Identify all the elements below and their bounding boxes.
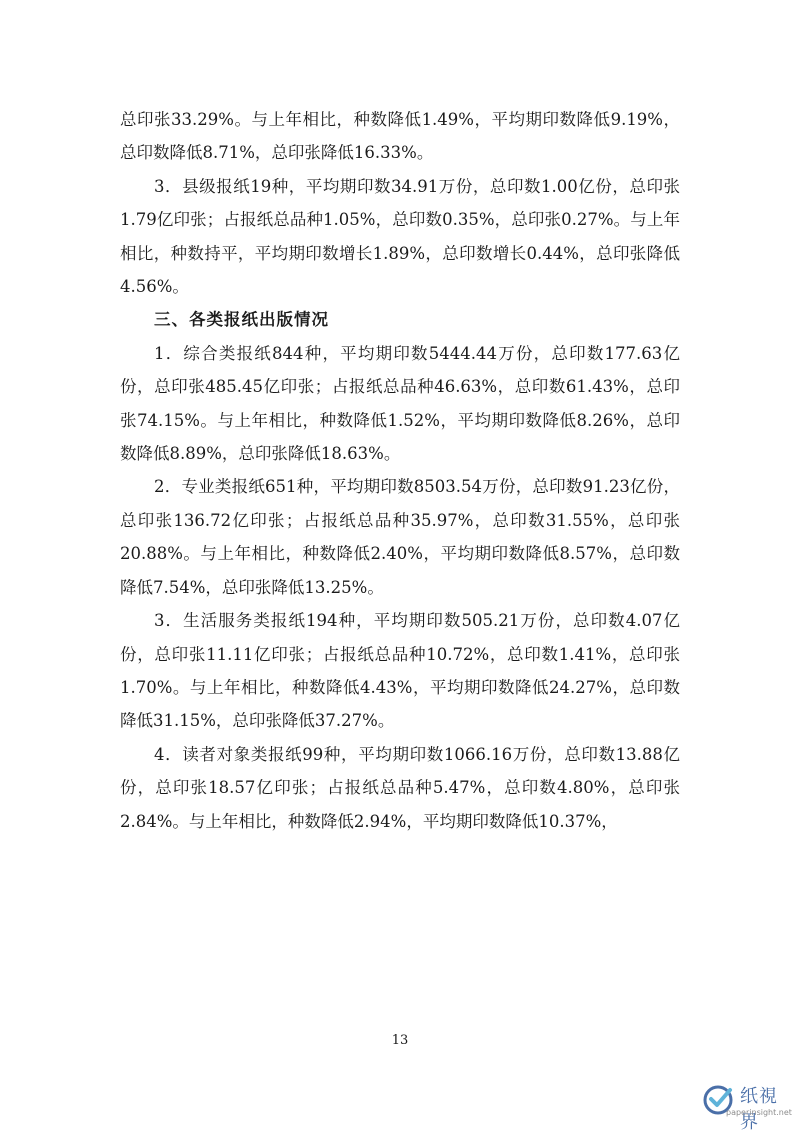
watermark-url: paperinsight.net [726, 1108, 792, 1117]
paragraph-reader-target: 4．读者对象类报纸99种，平均期印数1066.16万份，总印数13.88亿份，总印张18.57亿印张；占报纸总品种5.47%，总印数4.80%，总印张2.84%。与上年相比，种数降低2.94%，平均期印数降低10.37%， [120, 744, 680, 831]
page-number: 13 [391, 1033, 409, 1048]
paragraph-1: 总印张33.29%。与上年相比，种数降低1.49%，平均期印数降低9.19%，总印数降低8.71%，总印张降低16.33%。 [120, 110, 680, 163]
document-body [120, 103, 680, 838]
watermark-name: 纸視界 [740, 1086, 778, 1133]
section-heading: 三、各类报纸出版情况 [154, 310, 329, 330]
paragraph-professional: 2．专业类报纸651种，平均期印数8503.54万份，总印数91.23亿份，总印张136.72亿印张；占报纸总品种35.97%，总印数31.55%，总印张20.88%。与上年相比，种数降低2.40%，平均期印数降低8.57%，总印数降低7.54%，总印张降低13.25%。 [120, 477, 680, 597]
paragraph-comprehensive: 1．综合类报纸844种，平均期印数5444.44万份，总印数177.63亿份，总印张485.45亿印张；占报纸总品种46.63%，总印数61.43%，总印张74.15%。与上年相比，种数降低1.52%，平均期印数降低8.26%，总印数降低8.89%，总印张降低18.63%。 [120, 343, 680, 464]
paragraph-lifestyle: 3．生活服务类报纸194种，平均期印数505.21万份，总印数4.07亿份，总印张11.11亿印张；占报纸总品种10.72%，总印数1.41%，总印张1.70%。与上年相比，种数降低4.43%，平均期印数降低24.27%，总印数降低31.15%，总印张降低37.27%。 [120, 611, 680, 731]
watermark-logo [702, 1080, 794, 1133]
paragraph-county-newspapers: 3．县级报纸19种，平均期印数34.91万份，总印数1.00亿份，总印张1.79亿印张；占报纸总品种1.05%，总印数0.35%，总印张0.27%。与上年相比，种数持平，平均期印数增长1.89%，总印数增长0.44%，总印张降低4.56%。 [120, 176, 680, 297]
